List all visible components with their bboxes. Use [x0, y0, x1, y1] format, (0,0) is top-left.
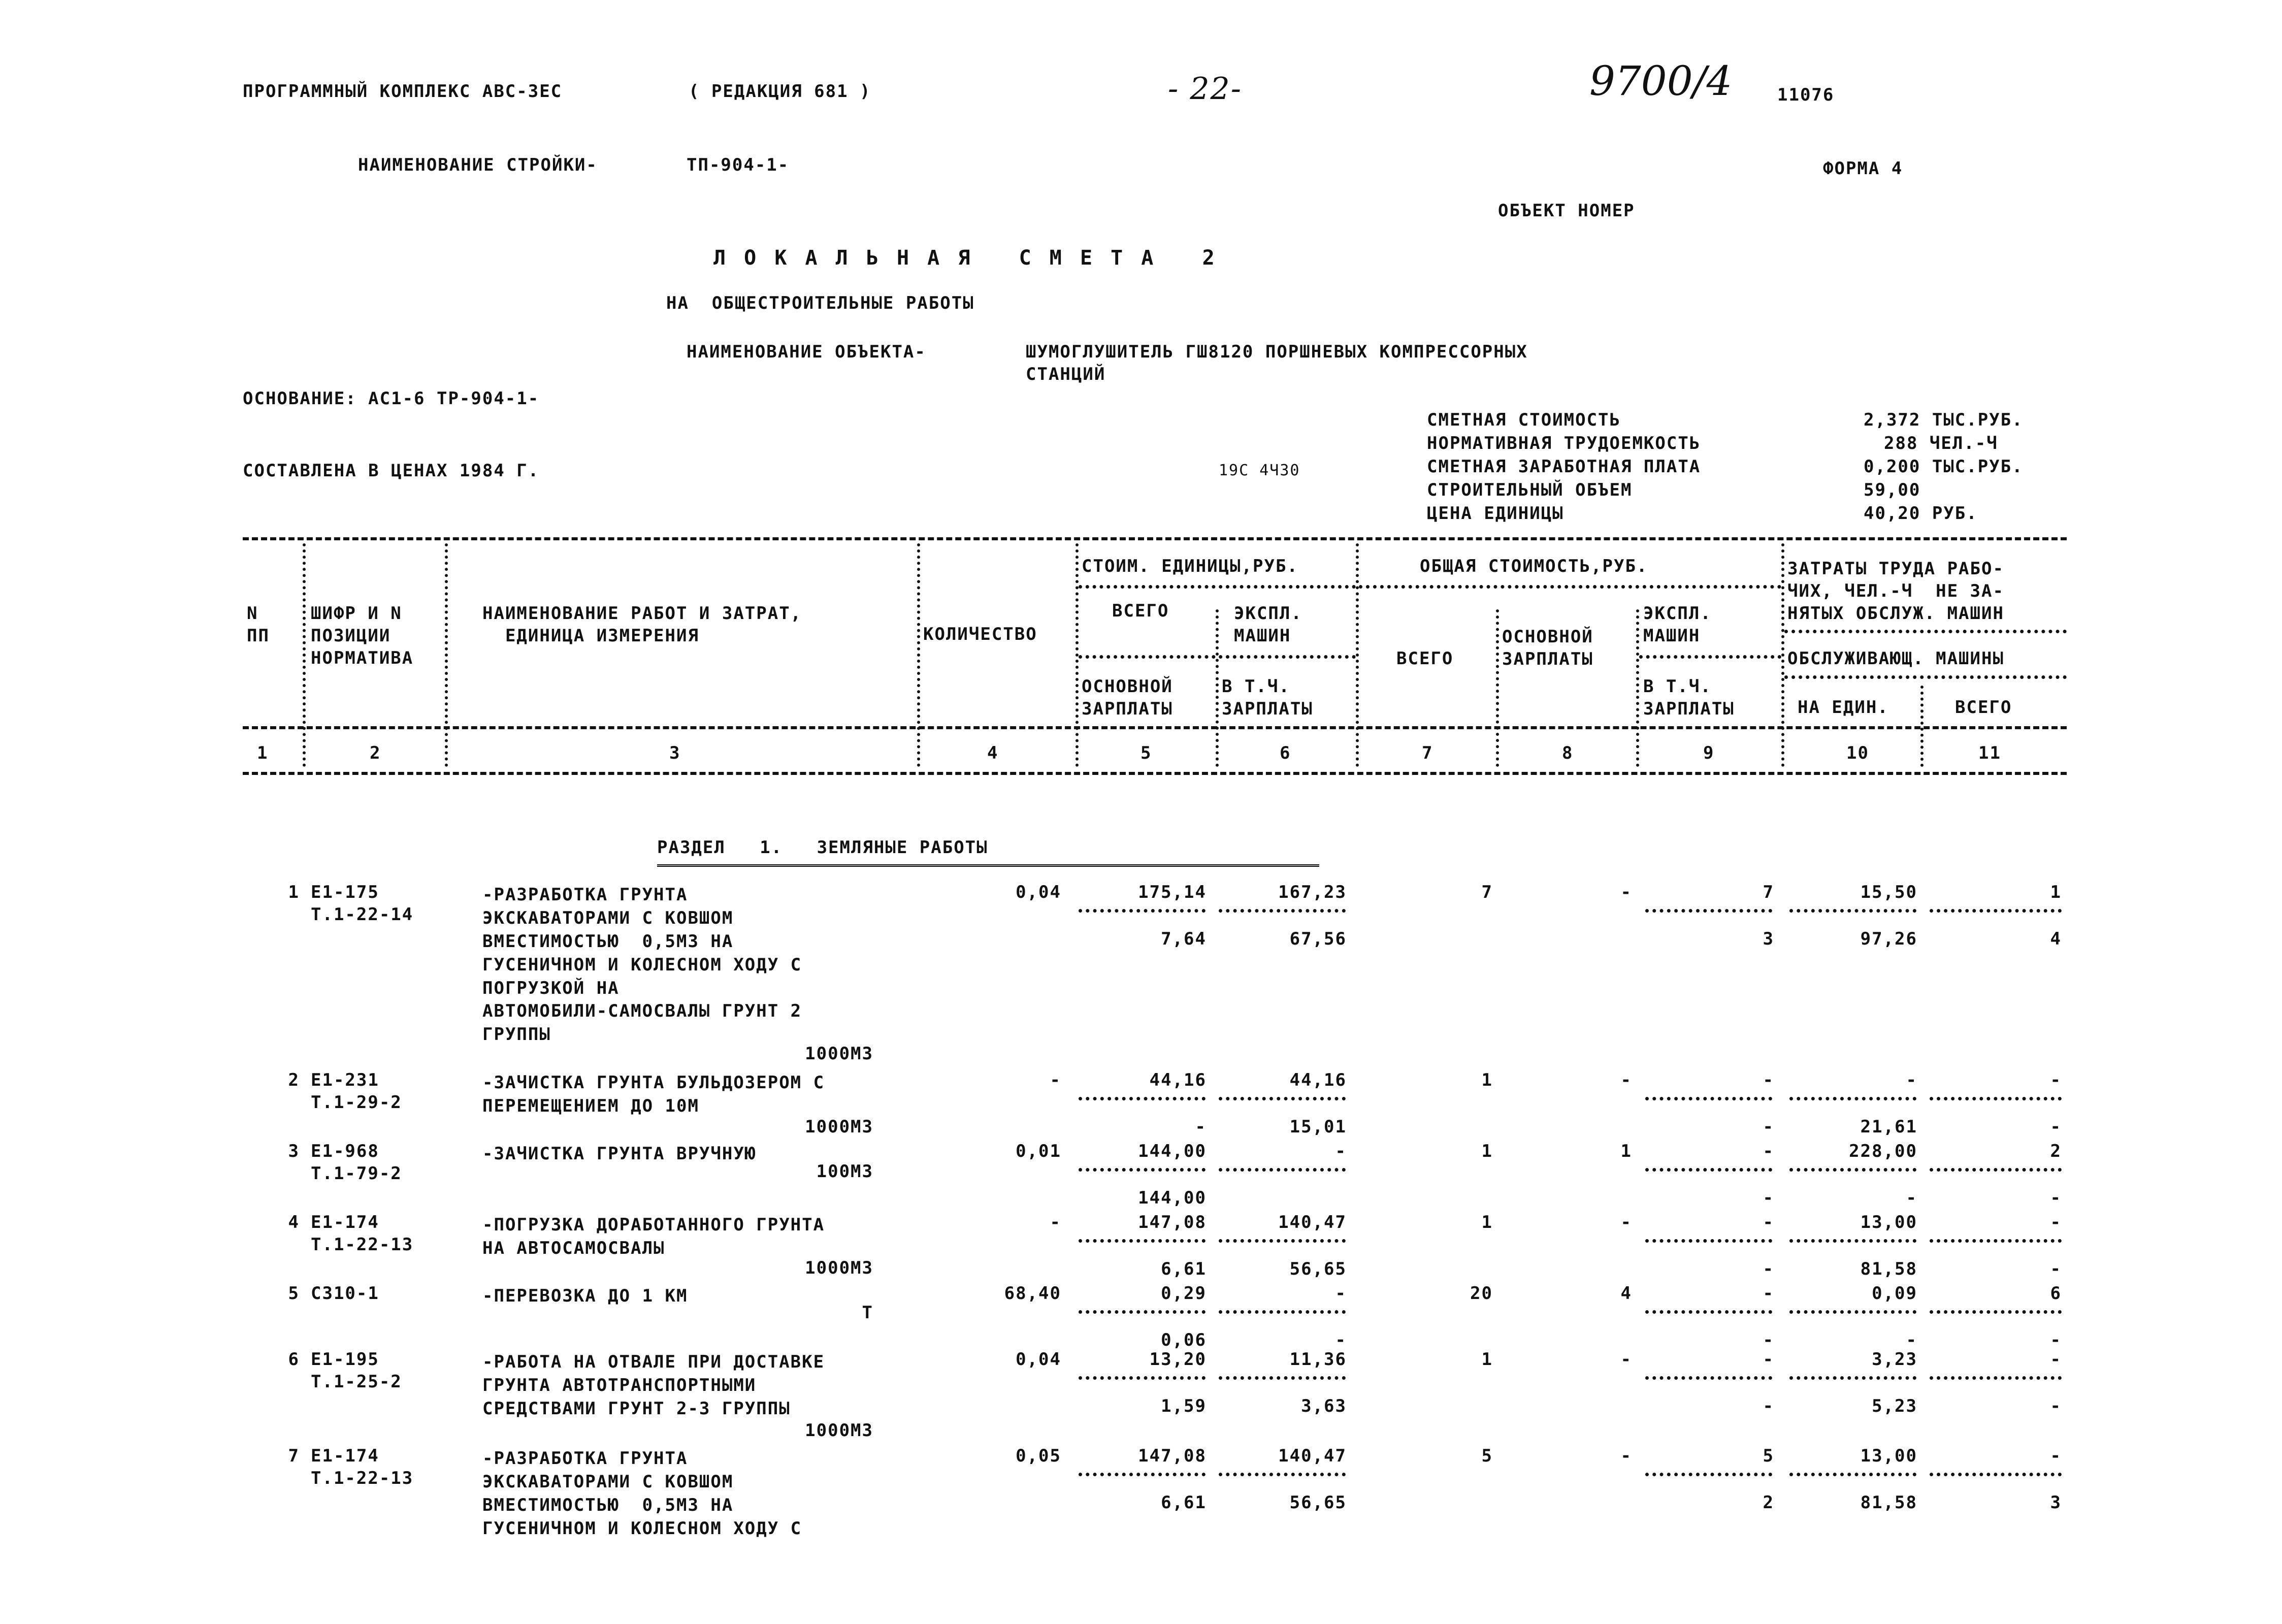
colnum-8: 8 — [1562, 743, 1574, 763]
colnum-3: 3 — [669, 743, 681, 763]
row-split-labor-total — [1930, 909, 2062, 913]
summary-label-unit-price: ЦЕНА ЕДИНИЦЫ — [1427, 503, 1564, 524]
colnum-4: 4 — [987, 743, 999, 763]
row-split-labor-unit — [1789, 1473, 1916, 1476]
row-work-name: -ЗАЧИСТКА ГРУНТА ВРУЧНУЮ — [482, 1144, 757, 1164]
th-labor-mach: ОБСЛУЖИВАЮЩ. МАШИНЫ — [1787, 648, 2004, 669]
row-code: Е1-175 — [311, 882, 379, 902]
th-unit-total: ВСЕГО — [1112, 601, 1169, 621]
th-unit-cost: СТОИМ. ЕДИНИЦЫ,РУБ. — [1082, 556, 1298, 576]
row-unit-cost-machines: 11,36 — [1289, 1349, 1347, 1370]
sub-rule-labor — [1784, 630, 2067, 633]
summary-block — [1427, 411, 2067, 528]
row-work-name: -РАЗРАБОТКА ГРУНТА ЭКСКАВАТОРАМИ С КОВШОМ ВМЕСТИМОСТЬЮ 0,5М3 НА ГУСЕНИЧНОМ И КОЛЕСНОМ ХОДУ С — [482, 1448, 802, 1539]
sub-rule-totalcost-2 — [1639, 655, 1781, 659]
row-labor-total: - — [2050, 1212, 2062, 1232]
row-unit: 1000М3 — [805, 1258, 873, 1278]
row-total-incl-wage: 3 — [1763, 929, 1774, 949]
row-quantity: 0,05 — [1016, 1446, 1061, 1466]
table-colnum-rule — [243, 772, 2067, 775]
row-labor-total: - — [2050, 1349, 2062, 1370]
row-unit-cost-total: 0,29 — [1161, 1283, 1207, 1304]
colnum-10: 10 — [1846, 743, 1869, 763]
row-code: Е1-174 — [311, 1212, 379, 1232]
sub-rule-labor-2 — [1784, 675, 2067, 679]
summary-label-labor: НОРМАТИВНАЯ ТРУДОЕМКОСТЬ — [1427, 433, 1701, 453]
row-code-table: Т.1-25-2 — [311, 1372, 402, 1392]
col-sep-6 — [1356, 543, 1359, 767]
row-total-base-wage: - — [1620, 1070, 1632, 1090]
colnum-6: 6 — [1280, 743, 1291, 763]
row-split-unit-total — [1079, 1376, 1205, 1380]
row-labor-mach-total: 3 — [2050, 1492, 2062, 1513]
row-split-unit-total — [1079, 1473, 1205, 1476]
row-labor-mach-total: - — [2050, 1396, 2062, 1416]
row-split-labor-unit — [1789, 1097, 1916, 1100]
colnum-1: 1 — [257, 743, 269, 763]
sub-rule-unitcost-2 — [1079, 655, 1356, 659]
row-code: С310-1 — [311, 1283, 379, 1304]
row-split-total-machines — [1645, 1473, 1772, 1476]
row-total-sum: 1 — [1481, 1141, 1493, 1161]
row-unit-cost-machines: - — [1335, 1283, 1347, 1304]
row-unit-cost-total: 144,00 — [1138, 1141, 1207, 1161]
row-code: Е1-195 — [311, 1349, 379, 1370]
summary-value-wage: 0,200 ТЫС.РУБ. — [1864, 457, 2024, 477]
row-labor-per-unit: 228,00 — [1849, 1141, 1917, 1161]
row-labor-mach-per-unit: 5,23 — [1872, 1396, 1917, 1416]
row-total-sum: 5 — [1481, 1446, 1493, 1466]
estimate-subtitle: НА ОБЩЕСТРОИТЕЛЬНЫЕ РАБОТЫ — [666, 293, 974, 313]
construction-value: ТП-904-1- — [687, 155, 790, 175]
row-labor-total: 1 — [2050, 882, 2062, 902]
row-split-total-machines — [1645, 1097, 1772, 1100]
row-unit-incl-wage: 15,01 — [1289, 1117, 1347, 1137]
row-split-labor-total — [1930, 1239, 2062, 1243]
row-split-unit-total — [1079, 1097, 1205, 1100]
row-code: Е1-968 — [311, 1141, 379, 1161]
row-unit-incl-wage: 56,65 — [1289, 1492, 1347, 1513]
th-total-labor: ВСЕГО — [1955, 697, 2012, 718]
row-split-unit-total — [1079, 1168, 1205, 1172]
row-unit-cost-total: 147,08 — [1138, 1212, 1207, 1232]
row-labor-mach-total: - — [2050, 1330, 2062, 1350]
row-work-name: -ПЕРЕВОЗКА ДО 1 КМ — [482, 1286, 688, 1306]
row-work-name: -ПОГРУЗКА ДОРАБОТАННОГО ГРУНТА НА АВТОСАМОСВАЛЫ — [482, 1215, 825, 1258]
row-unit-base-wage: - — [1195, 1117, 1207, 1137]
th-code: ШИФР И N ПОЗИЦИИ НОРМАТИВА — [311, 603, 414, 669]
row-split-labor-total — [1930, 1376, 2062, 1380]
row-labor-per-unit: - — [1906, 1070, 1917, 1090]
row-number: 1 — [288, 882, 300, 902]
row-labor-total: 2 — [2050, 1141, 2062, 1161]
row-total-incl-wage: - — [1763, 1259, 1774, 1279]
th-unit-base-wage: ОСНОВНОЙ ЗАРПЛАТЫ — [1082, 676, 1173, 720]
row-work-name: -РАБОТА НА ОТВАЛЕ ПРИ ДОСТАВКЕ ГРУНТА АВТОТРАНСПОРТНЫМИ СРЕДСТВАМИ ГРУНТ 2-3 ГРУППЫ — [482, 1352, 825, 1419]
row-total-machines: - — [1763, 1349, 1774, 1370]
row-split-unit-total — [1079, 909, 1205, 913]
row-unit-incl-wage: 56,65 — [1289, 1259, 1347, 1279]
row-unit-base-wage: 6,61 — [1161, 1492, 1207, 1513]
colnum-5: 5 — [1140, 743, 1152, 763]
th-total-cost: ОБЩАЯ СТОИМОСТЬ,РУБ. — [1420, 556, 1648, 576]
row-number: 4 — [288, 1212, 300, 1232]
row-total-machines: - — [1763, 1141, 1774, 1161]
row-unit: 1000М3 — [805, 1117, 873, 1137]
row-code-table: Т.1-29-2 — [311, 1092, 402, 1113]
row-split-total-machines — [1645, 909, 1772, 913]
row-code-table: Т.1-22-13 — [311, 1468, 414, 1488]
row-work-name: -РАЗРАБОТКА ГРУНТА ЭКСКАВАТОРАМИ С КОВШОМ ВМЕСТИМОСТЬЮ 0,5М3 НА ГУСЕНИЧНОМ И КОЛЕСНОМ ХОДУ С ПОГРУЗКОЙ НА АВТОМОБИЛИ-САМОСВАЛЫ ГРУНТ 2 ГРУППЫ — [482, 885, 802, 1045]
row-split-total-machines — [1645, 1376, 1772, 1380]
row-work-name: -ЗАЧИСТКА ГРУНТА БУЛЬДОЗЕРОМ С ПЕРЕМЕЩЕНИЕМ ДО 10М — [482, 1073, 825, 1116]
row-number: 6 — [288, 1349, 300, 1370]
row-split-labor-unit — [1789, 1310, 1916, 1314]
row-split-labor-total — [1930, 1310, 2062, 1314]
th-total-expl: ЭКСПЛ. МАШИН — [1643, 603, 1712, 646]
row-quantity: - — [1050, 1070, 1061, 1090]
row-split-total-machines — [1645, 1168, 1772, 1172]
sub-rule-totalcost — [1359, 585, 1781, 589]
summary-value-labor: 288 ЧЕЛ.-Ч — [1884, 433, 1998, 453]
row-total-base-wage: 4 — [1620, 1283, 1632, 1304]
estimate-title: Л О К А Л Ь Н А Я С М Е Т А 2 — [713, 246, 1218, 270]
row-unit-incl-wage: 67,56 — [1289, 929, 1347, 949]
row-unit: Т — [862, 1303, 873, 1323]
row-total-base-wage: - — [1620, 1446, 1632, 1466]
row-labor-mach-per-unit: 97,26 — [1860, 929, 1917, 949]
row-code-table: Т.1-79-2 — [311, 1163, 402, 1184]
row-unit-cost-machines: 140,47 — [1278, 1446, 1347, 1466]
row-code: Е1-174 — [311, 1446, 379, 1466]
row-unit-cost-total: 13,20 — [1149, 1349, 1207, 1370]
summary-value-volume: 59,00 — [1864, 480, 1921, 500]
program-name: ПРОГРАММНЫЙ КОМПЛЕКС АВС-ЗЕС — [243, 81, 563, 102]
row-split-labor-total — [1930, 1168, 2062, 1172]
row-number: 2 — [288, 1070, 300, 1090]
row-labor-total: - — [2050, 1446, 2062, 1466]
prices-year: СОСТАВЛЕНА В ЦЕНАХ 1984 Г. — [243, 461, 540, 481]
row-total-machines: 7 — [1763, 882, 1774, 902]
section-underline — [657, 864, 1319, 867]
doc-number: 11076 — [1777, 85, 1835, 105]
summary-value-unit-price: 40,20 РУБ. — [1864, 503, 1978, 524]
summary-value-cost: 2,372 ТЫС.РУБ. — [1864, 410, 2024, 430]
row-total-incl-wage: - — [1763, 1117, 1774, 1137]
row-labor-mach-total: - — [2050, 1188, 2062, 1208]
th-name: НАИМЕНОВАНИЕ РАБОТ И ЗАТРАТ, ЕДИНИЦА ИЗМЕРЕНИЯ — [482, 603, 802, 646]
row-split-unit-machines — [1219, 1310, 1346, 1314]
row-labor-per-unit: 15,50 — [1860, 882, 1917, 902]
col-sep-8 — [1636, 609, 1639, 767]
summary-label-volume: СТРОИТЕЛЬНЫЙ ОБЪЕМ — [1427, 480, 1633, 500]
row-labor-mach-total: - — [2050, 1117, 2062, 1137]
colnum-7: 7 — [1422, 743, 1433, 763]
row-number: 7 — [288, 1446, 300, 1466]
th-qty: КОЛИЧЕСТВО — [923, 624, 1037, 644]
row-unit-base-wage: 6,61 — [1161, 1259, 1207, 1279]
row-unit-base-wage: 1,59 — [1161, 1396, 1207, 1416]
row-unit-cost-machines: 140,47 — [1278, 1212, 1347, 1232]
row-split-total-machines — [1645, 1310, 1772, 1314]
th-total-sum: ВСЕГО — [1396, 648, 1454, 669]
row-total-sum: 1 — [1481, 1070, 1493, 1090]
row-labor-mach-per-unit: 81,58 — [1860, 1492, 1917, 1513]
form-number: ФОРМА 4 — [1823, 158, 1903, 179]
row-split-total-machines — [1645, 1239, 1772, 1243]
row-unit: 1000М3 — [805, 1420, 873, 1441]
row-quantity: - — [1050, 1212, 1061, 1232]
col-sep-2 — [445, 543, 448, 767]
row-split-unit-machines — [1219, 1376, 1346, 1380]
row-total-sum: 1 — [1481, 1212, 1493, 1232]
row-total-base-wage: - — [1620, 882, 1632, 902]
object-number: ОБЪЕКТ НОМЕР — [1498, 201, 1635, 221]
row-split-labor-unit — [1789, 1376, 1916, 1380]
construction-label: НАИМЕНОВАНИЕ СТРОЙКИ- — [358, 155, 598, 175]
th-total-incl-wage: В Т.Ч. ЗАРПЛАТЫ — [1643, 676, 1735, 720]
handwritten-code: 9700/4 — [1589, 57, 1733, 105]
row-total-sum: 1 — [1481, 1349, 1493, 1370]
colnum-2: 2 — [370, 743, 381, 763]
object-value-line-1: ШУМОГЛУШИТЕЛЬ ГШ8120 ПОРШНЕВЫХ КОМПРЕССОРНЫХ — [1026, 342, 1528, 362]
row-split-unit-total — [1079, 1239, 1205, 1243]
row-total-incl-wage: - — [1763, 1396, 1774, 1416]
summary-label-wage: СМЕТНАЯ ЗАРАБОТНАЯ ПЛАТА — [1427, 457, 1701, 477]
row-quantity: 0,01 — [1016, 1141, 1061, 1161]
row-labor-per-unit: 13,00 — [1860, 1446, 1917, 1466]
col-sep-10 — [1920, 686, 1924, 767]
row-labor-total: - — [2050, 1070, 2062, 1090]
row-split-labor-total — [1930, 1473, 2062, 1476]
col-sep-7 — [1496, 609, 1499, 767]
row-total-machines: - — [1763, 1283, 1774, 1304]
row-unit-cost-machines: - — [1335, 1141, 1347, 1161]
row-unit-cost-machines: 167,23 — [1278, 882, 1347, 902]
object-label: НАИМЕНОВАНИЕ ОБЪЕКТА- — [687, 342, 926, 362]
row-unit: 1000М3 — [805, 1044, 873, 1064]
row-split-unit-machines — [1219, 1168, 1346, 1172]
row-total-machines: 5 — [1763, 1446, 1774, 1466]
row-labor-total: 6 — [2050, 1283, 2062, 1304]
row-code: Е1-231 — [311, 1070, 379, 1090]
col-sep-5 — [1216, 609, 1219, 767]
row-split-labor-unit — [1789, 1239, 1916, 1243]
page-number: - 22- — [1168, 71, 1242, 107]
row-labor-mach-per-unit: - — [1906, 1330, 1917, 1350]
row-labor-mach-per-unit: 21,61 — [1860, 1117, 1917, 1137]
row-split-labor-total — [1930, 1097, 2062, 1100]
row-total-machines: - — [1763, 1070, 1774, 1090]
row-unit: 100М3 — [816, 1161, 873, 1182]
col-sep-3 — [917, 543, 920, 767]
edition: ( РЕДАКЦИЯ 681 ) — [689, 81, 871, 102]
row-total-incl-wage: - — [1763, 1330, 1774, 1350]
row-total-machines: - — [1763, 1212, 1774, 1232]
row-code-table: Т.1-22-13 — [311, 1235, 414, 1255]
row-split-labor-unit — [1789, 909, 1916, 913]
th-total-base-wage: ОСНОВНОЙ ЗАРПЛАТЫ — [1502, 627, 1593, 670]
th-labor: ЗАТРАТЫ ТРУДА РАБО- ЧИХ, ЧЕЛ.-Ч НЕ ЗА- НЯТЫХ ОБСЛУЖ. МАШИН — [1787, 559, 2004, 624]
row-labor-mach-total: - — [2050, 1259, 2062, 1279]
th-unit-incl-wage: В Т.Ч. ЗАРПЛАТЫ — [1222, 676, 1313, 720]
section-title: РАЗДЕЛ 1. ЗЕМЛЯНЫЕ РАБОТЫ — [657, 837, 988, 858]
row-code-table: Т.1-22-14 — [311, 904, 414, 925]
row-labor-mach-per-unit: - — [1906, 1188, 1917, 1208]
th-per-unit: НА ЕДИН. — [1798, 697, 1889, 718]
sub-rule-unitcost — [1079, 585, 1356, 589]
col-sep-1 — [303, 543, 306, 767]
table-header-rule — [243, 726, 2067, 729]
row-total-sum: 7 — [1481, 882, 1493, 902]
row-quantity: 68,40 — [1004, 1283, 1061, 1304]
row-split-unit-total — [1079, 1310, 1205, 1314]
row-number: 5 — [288, 1283, 300, 1304]
row-split-unit-machines — [1219, 1097, 1346, 1100]
row-total-sum: 20 — [1470, 1283, 1493, 1304]
table-top-rule — [243, 537, 2067, 540]
row-split-unit-machines — [1219, 909, 1346, 913]
row-split-unit-machines — [1219, 1239, 1346, 1243]
row-unit-incl-wage: 3,63 — [1301, 1396, 1347, 1416]
row-labor-per-unit: 0,09 — [1872, 1283, 1917, 1304]
row-unit-incl-wage: - — [1335, 1330, 1347, 1350]
row-unit-base-wage: 7,64 — [1161, 929, 1207, 949]
row-labor-mach-total: 4 — [2050, 929, 2062, 949]
row-unit-cost-total: 147,08 — [1138, 1446, 1207, 1466]
row-unit-cost-total: 175,14 — [1138, 882, 1207, 902]
row-total-base-wage: 1 — [1620, 1141, 1632, 1161]
th-unit-expl: ЭКСПЛ. МАШИН — [1234, 603, 1302, 646]
object-value-line-2: СТАНЦИЙ — [1026, 364, 1106, 384]
row-total-base-wage: - — [1620, 1212, 1632, 1232]
row-number: 3 — [288, 1141, 300, 1161]
row-labor-per-unit: 3,23 — [1872, 1349, 1917, 1370]
row-labor-mach-per-unit: 81,58 — [1860, 1259, 1917, 1279]
row-split-labor-unit — [1789, 1168, 1916, 1172]
row-total-incl-wage: 2 — [1763, 1492, 1774, 1513]
row-total-base-wage: - — [1620, 1349, 1632, 1370]
colnum-9: 9 — [1703, 743, 1715, 763]
row-split-unit-machines — [1219, 1473, 1346, 1476]
colnum-11: 11 — [1978, 743, 2001, 763]
row-total-incl-wage: - — [1763, 1188, 1774, 1208]
row-unit-cost-total: 44,16 — [1149, 1070, 1207, 1090]
basis: ОСНОВАНИЕ: АС1-6 ТР-904-1- — [243, 388, 540, 409]
row-unit-cost-machines: 44,16 — [1289, 1070, 1347, 1090]
summary-label-cost: СМЕТНАЯ СТОИМОСТЬ — [1427, 410, 1621, 430]
row-quantity: 0,04 — [1016, 882, 1061, 902]
row-quantity: 0,04 — [1016, 1349, 1061, 1370]
row-unit-base-wage: 0,06 — [1161, 1330, 1207, 1350]
th-n: N ПП — [247, 603, 270, 646]
col-sep-9 — [1781, 543, 1784, 767]
row-labor-per-unit: 13,00 — [1860, 1212, 1917, 1232]
stamp: 19С 4Ч30 — [1219, 462, 1300, 479]
row-unit-base-wage: 144,00 — [1138, 1188, 1207, 1208]
